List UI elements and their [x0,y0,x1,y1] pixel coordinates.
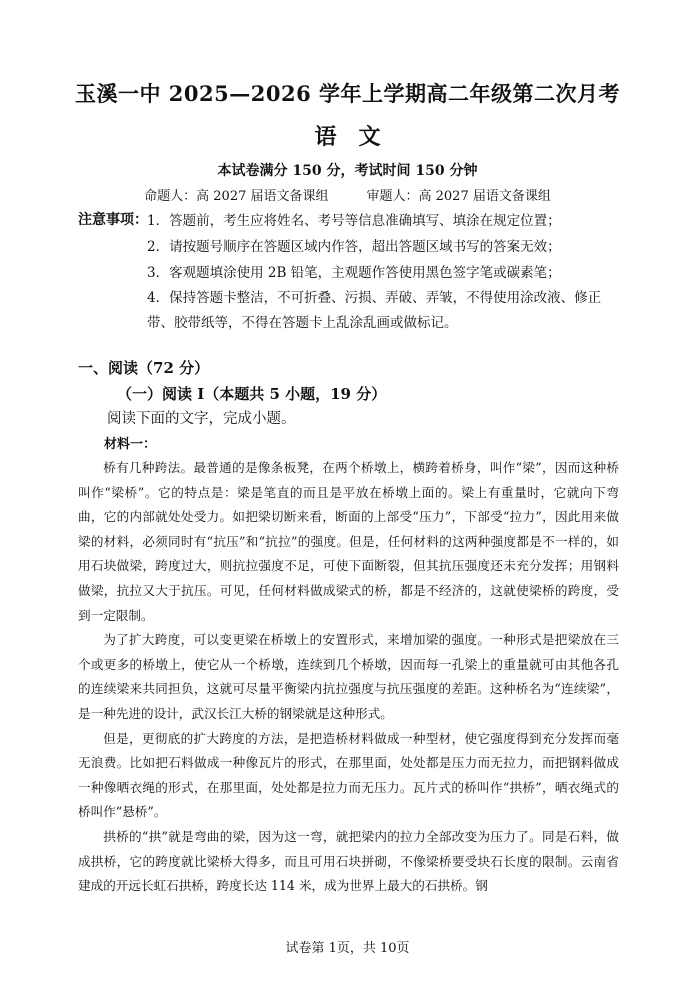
paragraph: 桥有几种跨法。最普通的是像条板凳，在两个桥墩上，横跨着桥身，叫作“梁”，因而这种桥叫作“梁桥”。它的特点是：梁是笔直的而且是平放在桥墩上面的。梁上有重量时，它就向下弯曲，它的内部就处处受力。如把梁切断来看，断面的上部受“压力”，下部受“拉力”，因此用来做梁的材料，必须同时有“抗压”和“抗拉”的强度。但是，任何材料的这两种强度都是不一样的，如用石块做梁，跨度过大，则抗拉强度不足，可使下面断裂，但其抗压强度还未充分发挥；用钢料做梁，抗拉又大于抗压。可见，任何材料做成梁式的桥，都是不经济的，这就使梁桥的跨度，受到一定限制。 [78,460,619,623]
notice-item: 3．客观题填涂使用 2B 铅笔，主观题作答使用黑色签字笔或碳素笔； [147,265,561,281]
exam-info: 本试卷满分 150 分，考试时间 150 分钟 [217,163,478,179]
page-footer: 试卷第 1页，共 10页 [285,941,410,956]
instruction: 阅读下面的文字，完成小题。 [107,411,296,427]
material-label: 材料一： [104,437,157,452]
notice-item: 1．答题前，考生应将姓名、考号等信息准确填写、填涂在规定位置； [147,213,561,229]
subsection-heading: （一）阅读 I（本题共 5 小题，19 分） [117,385,387,403]
paragraph: 但是，更彻底的扩大跨度的方法，是把造桥材料做成一种型材，使它强度得到充分发挥而毫无浪费。比如把石料做成一种像瓦片的形式，在那里面，处处都是压力而无拉力，而把钢料做成一种像晒衣绳的形式，在那里面，处处都是拉力而无压力。瓦片式的桥叫作“拱桥”，晒衣绳式的桥叫作“悬桥”。 [78,730,619,820]
exam-title: 玉溪一中 2025—2026 学年上学期高二年级第二次月考 [74,81,620,106]
material-body [78,456,619,899]
setter: 命题人：高 2027 届语文备课组 [144,189,329,204]
notice-item: 2．请按题号顺序在答题区域内作答，超出答题区域书写的答案无效； [147,239,561,255]
authors-line [0,185,695,204]
paragraph: 拱桥的“拱”就是弯曲的梁，因为这一弯，就把梁内的拉力全部改变为压力了。同是石料，做成拱桥，它的跨度就比梁桥大得多，而且可用石块拼砌，不像梁桥要受块石长度的限制。云南省建成的开远长虹石拱桥，跨度长达 114 米，成为世界上最大的石拱桥。钢 [78,828,619,894]
notice-label: 注意事项： [78,212,148,228]
reviewer: 审题人：高 2027 届语文备课组 [366,189,551,204]
paragraph: 为了扩大跨度，可以变更梁在桥墩上的安置形式，来增加梁的强度。一种形式是把梁放在三个或更多的桥墩上，使它从一个桥墩，连续到几个桥墩，因而每一孔梁上的重量就可由其他各孔的连续梁来共同担负，这就可尽量平衡梁内抗拉强度与抗压强度的差距。这种桥名为“连续梁”，是一种先进的设计，武汉长江大桥的钢梁就是这种形式。 [78,632,619,721]
section-heading: 一、阅读（72 分） [78,359,210,377]
notice-item: 4．保持答题卡整洁，不可折叠、污损、弄破、弄皱，不得使用涂改液、修正 [147,290,602,306]
subject-title: 语文 [314,124,403,150]
notice-item-continuation: 带、胶带纸等，不得在答题卡上乱涂乱画或做标记。 [147,315,458,331]
